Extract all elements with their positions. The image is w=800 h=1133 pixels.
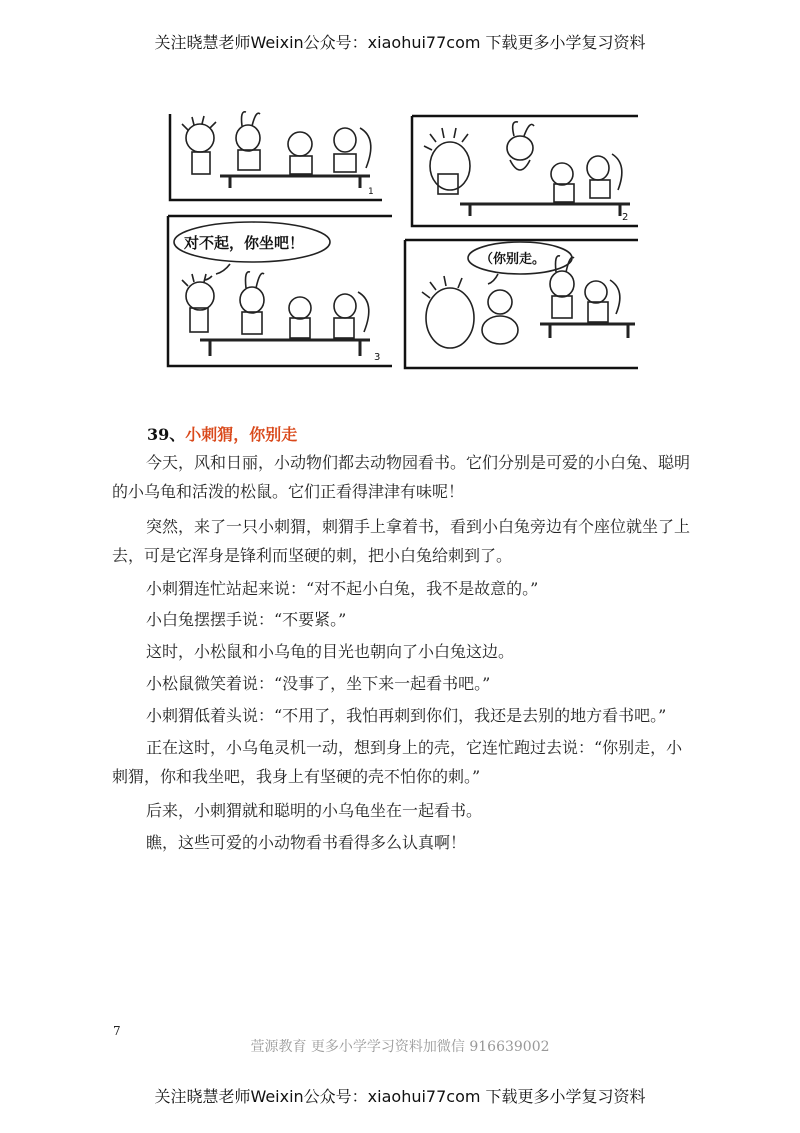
footer-banner: 关注晓慧老师Weixin公众号：xiaohui77com 下载更多小学复习资料 <box>154 1087 646 1106</box>
header-banner: 关注晓慧老师Weixin公众号：xiaohui77com 下载更多小学复习资料 <box>154 33 646 52</box>
comic-strip <box>160 108 640 370</box>
paragraph-9: 后来，小刺猬就和聪明的小乌龟坐在一起看书。 <box>146 801 483 820</box>
speech-bubble-left: 对不起，你坐吧！ <box>184 234 305 252</box>
paragraph-10: 瞧，这些可爱的小动物看书看得多么认真啊！ <box>146 833 467 852</box>
footer-watermark: 萱源教育 更多小学学习资料加微信 916639002 <box>250 1039 550 1055</box>
panel-number-3: 3 <box>374 352 381 363</box>
story-title <box>147 422 297 445</box>
paragraph-7: 小刺猬低着头说：“不用了，我怕再刺到你们，我还是去别的地方看书吧。” <box>146 706 667 725</box>
story-number: 39、 <box>147 425 186 444</box>
panel-number-1: 1 <box>368 187 374 197</box>
paragraph-1: 今天，风和日丽，小动物们都去动物园看书。它们分别是可爱的小白兔、聪明的小乌龟和活泼的松鼠。它们正看得津津有味呢！ <box>112 453 691 501</box>
paragraph-3: 小刺猬连忙站起来说：“对不起小白兔，我不是故意的。” <box>146 579 539 598</box>
paragraph-2: 突然，来了一只小刺猬，刺猬手上拿着书，看到小白兔旁边有个座位就坐了上去，可是它浑身是锋利而坚硬的刺，把小白兔给刺到了。 <box>112 517 691 565</box>
page-number: 7 <box>113 1024 121 1038</box>
story-title-text: 小刺猬，你别走 <box>185 425 298 444</box>
speech-bubble-right: （你别走。 <box>480 252 546 267</box>
paragraph-6: 小松鼠微笑着说：“没事了，坐下来一起看书吧。” <box>146 674 491 693</box>
panel-1-frame <box>170 114 382 200</box>
paragraph-4: 小白兔摆摆手说：“不要紧。” <box>146 610 347 629</box>
paragraph-8: 正在这时，小乌龟灵机一动，想到身上的壳，它连忙跑过去说：“你别走，小刺猬，你和我坐吧，我身上有坚硬的壳不怕你的刺。” <box>112 738 683 786</box>
paragraph-5: 这时，小松鼠和小乌龟的目光也朝向了小白兔这边。 <box>146 642 515 661</box>
panel-number-2: 2 <box>622 212 629 223</box>
